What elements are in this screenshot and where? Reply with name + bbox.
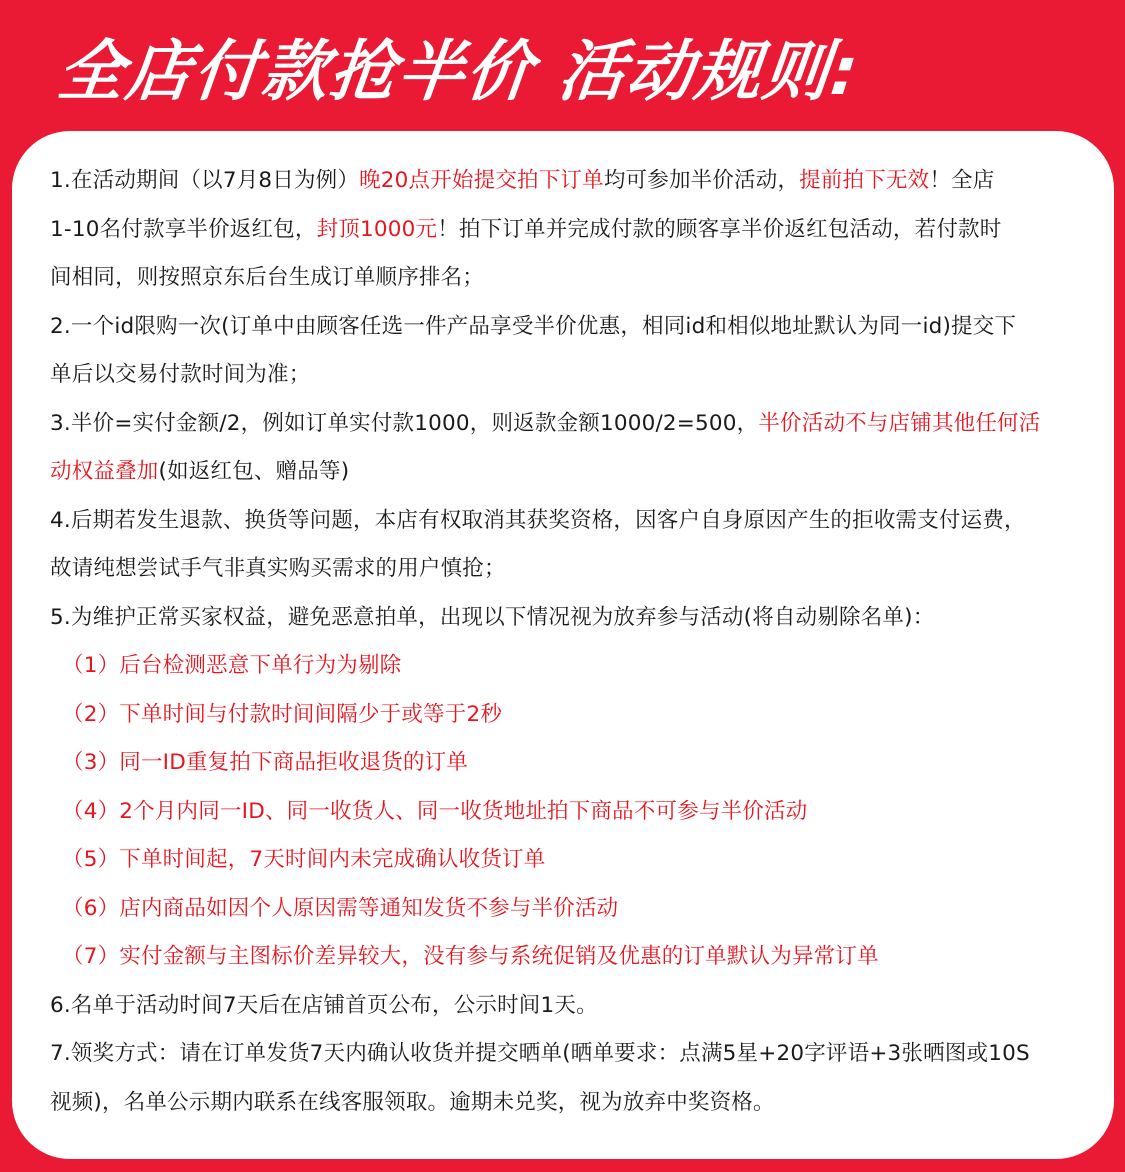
rule-1-line-1 xyxy=(50,157,1090,206)
rule-7-line-1: 7.领奖方式：请在订单发货7天内确认收货并提交晒单(晒单要求：点满5星+20字评语+3张晒图或10S xyxy=(50,1041,1030,1066)
rule-text: 3.半价=实付金额/2，例如订单实付款1000，则返款金额1000/2=500， xyxy=(50,410,759,436)
rule-text: ！拍下订单并完成付款的顾客享半价返红包活动，若付款时 xyxy=(437,216,1002,242)
rule-text: 1-10名付款享半价返红包， xyxy=(50,216,317,242)
rule-highlight: （4）2个月内同一ID、同一收货人、同一收货地址拍下商品不可参与半价活动 xyxy=(62,798,808,824)
rule-highlight: （6）店内商品如因个人原因需等通知发货不参与半价活动 xyxy=(62,895,619,921)
rule-highlight: 晚20点开始提交拍下订单 xyxy=(359,168,604,193)
rule-highlight: （1）后台检测恶意下单行为为剔除 xyxy=(62,653,402,678)
page-title: 全店付款抢半价 活动规则: xyxy=(54,33,864,110)
rule-5-item-1 xyxy=(50,642,1090,691)
rule-highlight: 动权益叠加 xyxy=(50,459,159,484)
rule-3-line-1 xyxy=(50,400,1090,449)
rule-1-line-2 xyxy=(50,206,1090,255)
rule-5-item-3 xyxy=(50,739,1090,788)
rule-1-line-3: 间相同，则按照京东后台生成订单顺序排名； xyxy=(50,265,485,290)
rule-3-line-2 xyxy=(50,448,1090,497)
rule-text: (如返红包、赠品等) xyxy=(158,459,350,484)
rule-text: 均可参加半价活动， xyxy=(603,168,800,193)
rule-highlight: （3）同一ID重复拍下商品拒收退货的订单 xyxy=(62,750,469,775)
rule-5-line-1: 5.为维护正常买家权益，避免恶意拍单，出现以下情况视为放弃参与活动(将自动剔除名单)： xyxy=(50,604,935,630)
rule-text: ！全店 xyxy=(929,168,995,193)
rule-highlight: 半价活动不与店铺其他任何活 xyxy=(758,410,1041,436)
rule-2-line-2: 单后以交易付款时间为准； xyxy=(50,362,311,387)
rule-highlight: 提前拍下无效 xyxy=(799,168,930,193)
rule-highlight: （7）实付金额与主图标价差异较大，没有参与系统促销及优惠的订单默认为异常订单 xyxy=(62,944,879,969)
rule-highlight: （5）下单时间起，7天时间内未完成确认收货订单 xyxy=(62,847,546,872)
rule-5-item-5 xyxy=(50,836,1090,885)
rule-4-line-1: 4.后期若发生退款、换货等问题，本店有权取消其获奖资格，因客户自身原因产生的拒收需支付运费， xyxy=(50,507,1026,533)
rule-highlight: 封顶1000元 xyxy=(316,216,438,242)
rule-text: 1.在活动期间（以7月8日为例） xyxy=(50,168,360,193)
rule-highlight: （2）下单时间与付款时间间隔少于或等于2秒 xyxy=(62,701,503,727)
rule-5-item-2 xyxy=(50,691,1090,740)
rules-card xyxy=(12,131,1114,1159)
rule-7-line-2: 视频)，名单公示期内联系在线客服领取。逾期未兑奖，视为放弃中奖资格。 xyxy=(50,1089,775,1115)
rule-4-line-2: 故请纯想尝试手气非真实购买需求的用户慎抢； xyxy=(50,556,506,581)
rule-5-item-4 xyxy=(50,788,1090,837)
rule-6-line-1: 6.名单于活动时间7天后在店铺首页公布，公示时间1天。 xyxy=(50,992,598,1018)
rule-5-item-7 xyxy=(50,933,1090,982)
rule-5-item-6 xyxy=(50,885,1090,934)
rule-2-line-1: 2.一个id限购一次(订单中由顾客任选一件产品享受半价优惠，相同id和相似地址默认为同一id)提交下 xyxy=(50,313,1017,339)
